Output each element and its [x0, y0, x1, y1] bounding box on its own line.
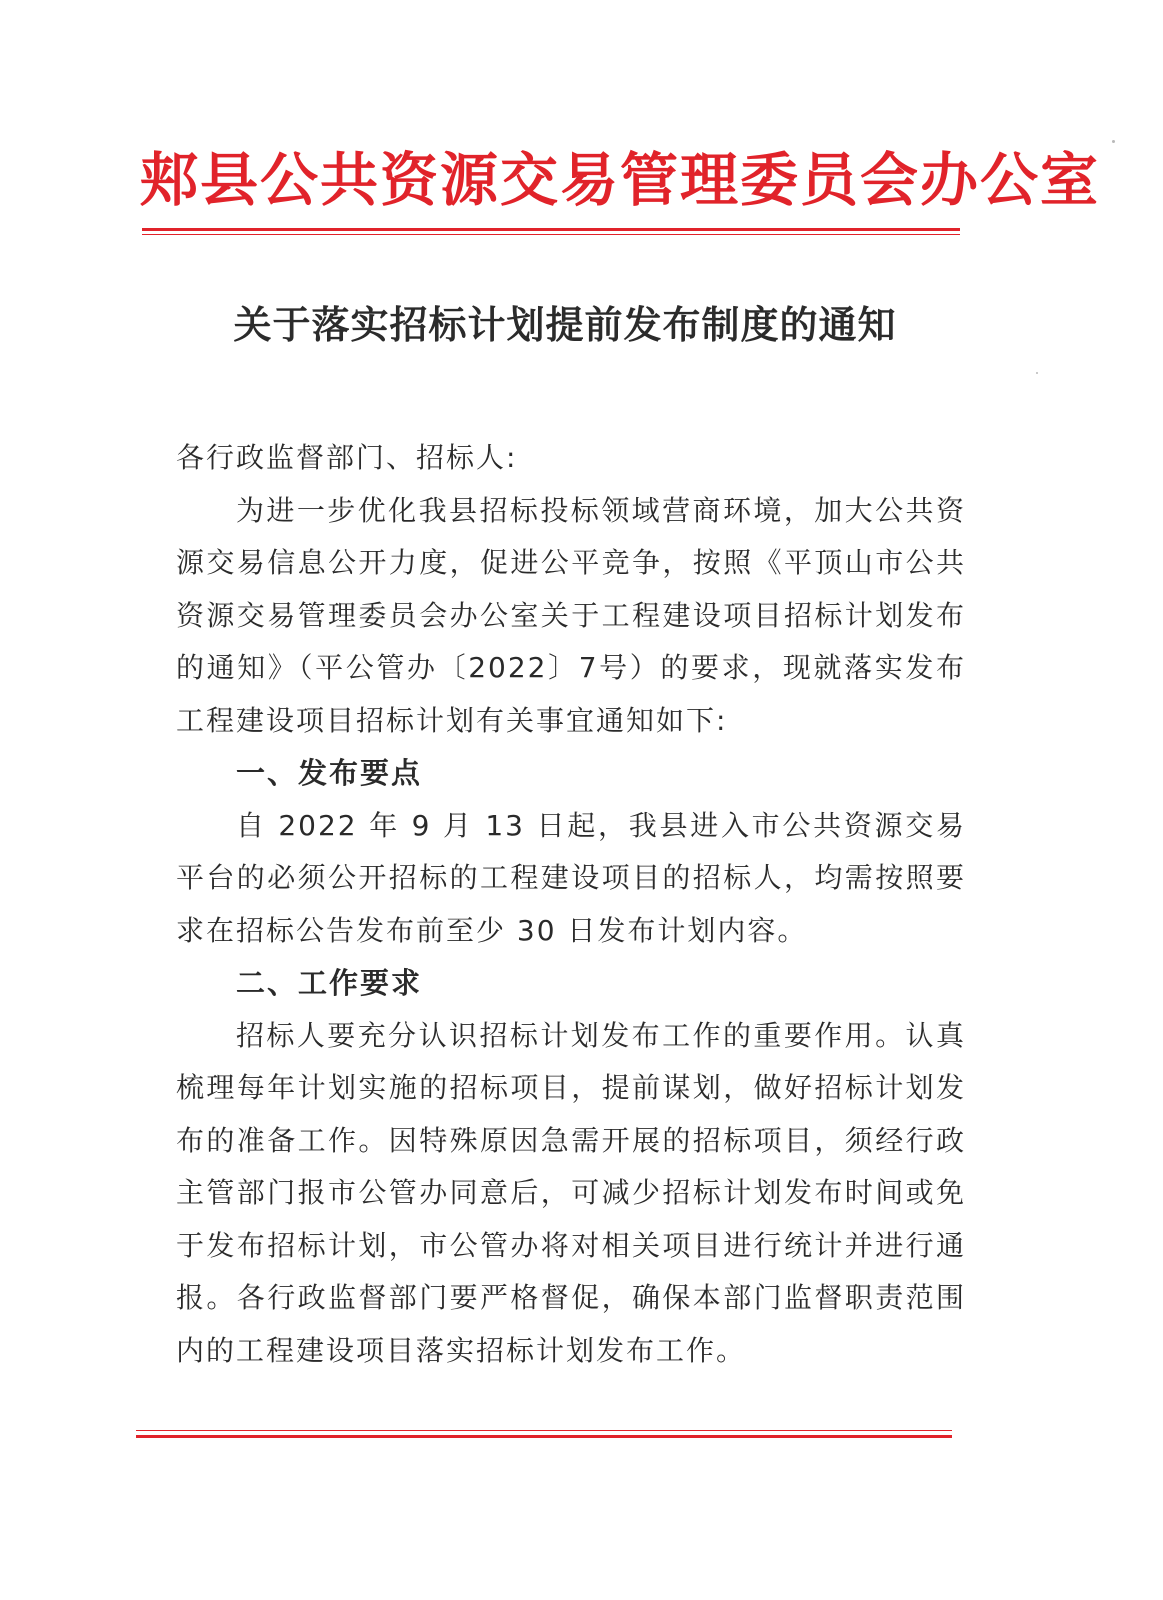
scan-speck: [1112, 140, 1115, 143]
section-heading-1: 一、发布要点: [236, 756, 423, 790]
header-red-rule-thin: [142, 234, 960, 235]
document-body: [176, 432, 966, 1377]
header-red-rule: [142, 228, 960, 231]
salutation: 各行政监督部门、招标人:: [176, 441, 518, 474]
footer-red-rule-thin: [136, 1430, 952, 1431]
footer-red-rule: [136, 1435, 952, 1438]
issuing-office-header: 郏县公共资源交易管理委员会办公室: [140, 146, 1101, 214]
scan-speck: [1036, 372, 1038, 374]
document-title: 关于落实招标计划提前发布制度的通知: [233, 302, 897, 347]
section-paragraph-1: 自 2022 年 9 月 13 日起，我县进入市公共资源交易平台的必须公开招标的工程建设项目的招标人，均需按照要求在招标公告发布前至少 30 日发布计划内容。: [176, 808, 966, 947]
section-paragraph-2: 招标人要充分认识招标计划发布工作的重要作用。认真梳理每年计划实施的招标项目，提前谋划，做好招标计划发布的准备工作。因特殊原因急需开展的招标项目，须经行政主管部门报市公管办同意后，可减少招标计划发布时间或免于发布招标计划，市公管办将对相关项目进行统计并进行通报。各行政监督部门要严格督促，确保本部门监督职责范围内的工程建设项目落实招标计划发布工作。: [176, 1018, 966, 1367]
intro-paragraph: 为进一步优化我县招标投标领域营商环境，加大公共资源交易信息公开力度，促进公平竞争，按照《平顶山市公共资源交易管理委员会办公室关于工程建设项目招标计划发布的通知》（平公管办〔2022〕7号）的要求，现就落实发布工程建设项目招标计划有关事宜通知如下:: [176, 493, 966, 737]
section-heading-2: 二、工作要求: [236, 966, 423, 1000]
